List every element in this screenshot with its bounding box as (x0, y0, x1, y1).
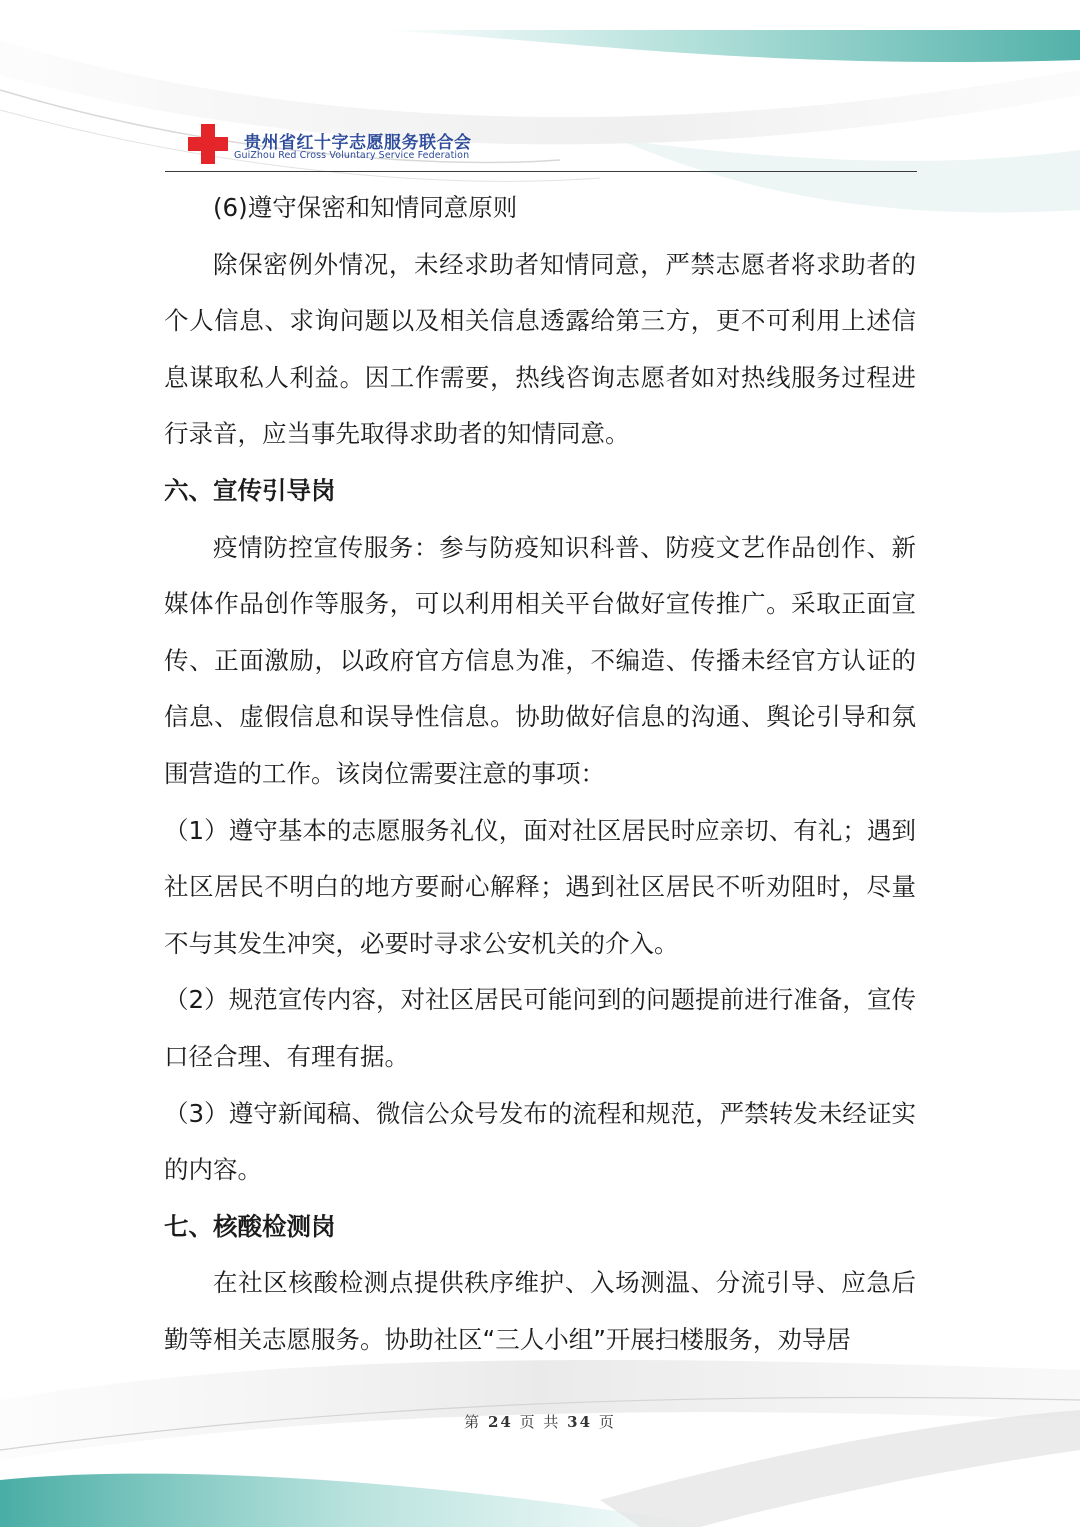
section-heading-7: 七、核酸检测岗 (164, 1211, 336, 1241)
footer-middle: 页 共 (519, 1413, 561, 1431)
paragraph: 疫情防控宣传服务：参与防疫知识科普、防疫文艺作品创作、新媒体作品创作等服务，可以利用相关平台做好宣传推广。采取正面宣传、正面激励，以政府官方信息为准，不编造、传播未经官方认证的信息、虚假信息和误导性信息。协助做好信息的沟通、舆论引导和氛围营造的工作。该岗位需要注意的事项： (164, 532, 916, 788)
organization-name-english: GuiZhou Red Cross Voluntary Service Federation (234, 150, 470, 161)
footer-suffix: 页 (598, 1413, 616, 1431)
subsection-heading: (6)遵守保密和知情同意原则 (213, 193, 518, 222)
current-page-number: 24 (487, 1413, 513, 1431)
list-item: （1）遵守基本的志愿服务礼仪，面对社区居民时应亲切、有礼；遇到社区居民不明白的地方要耐心解释；遇到社区居民不听劝阻时，尽量不与其发生冲突，必要时寻求公安机关的介入。 (164, 815, 916, 958)
document-body (164, 180, 916, 1368)
header-divider (165, 171, 917, 172)
paragraph: 除保密例外情况，未经求助者知情同意，严禁志愿者将求助者的个人信息、求询问题以及相关信息透露给第三方，更不可利用上述信息谋取私人利益。因工作需要，热线咨询志愿者如对热线服务过程进行录音，应当事先取得求助者的知情同意。 (164, 249, 916, 449)
footer-prefix: 第 (464, 1413, 482, 1431)
list-item: （2）规范宣传内容，对社区居民可能问到的问题提前进行准备，宣传口径合理、有理有据。 (164, 985, 916, 1071)
list-item: （3）遵守新闻稿、微信公众号发布的流程和规范，严禁转发未经证实的内容。 (164, 1098, 916, 1185)
section-heading-6: 六、宣传引导岗 (164, 475, 336, 505)
letterhead (188, 122, 928, 174)
red-cross-logo-icon (188, 124, 228, 164)
total-page-number: 34 (567, 1413, 593, 1431)
page-number-footer (0, 1411, 1080, 1432)
paragraph: 在社区核酸检测点提供秩序维护、入场测温、分流引导、应急后勤等相关志愿服务。协助社区“三人小组”开展扫楼服务，劝导居 (164, 1268, 916, 1354)
organization-name: 贵州省红十字志愿服务联合会 (244, 133, 472, 153)
